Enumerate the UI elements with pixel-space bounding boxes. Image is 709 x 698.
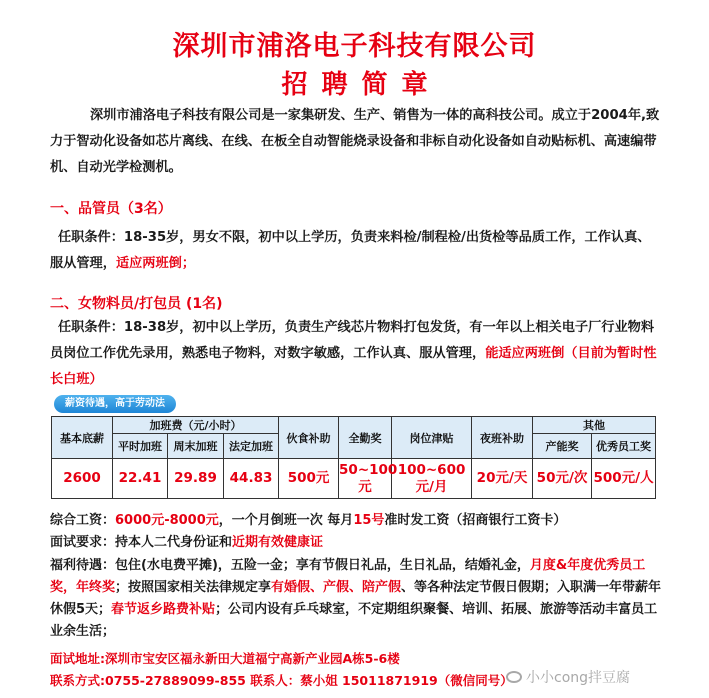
salary-text-a: ，一个月倒班一次 每月 [218,513,354,528]
welfare-highlight-3: 春节返乡路费补贴 [111,602,216,617]
header-ot-holiday: 法定加班 [224,434,279,459]
header-ot-weekday: 平时加班 [113,434,168,459]
value-output-bonus: 50元/次 [533,459,592,499]
interview-address: 面试地址:深圳市宝安区福永新田大道福宁高新产业园A栋5-6楼 [50,651,400,666]
welfare-text-2: ；按照国家相关法律规定享 [115,580,272,595]
header-other: 其他 [533,417,656,434]
welfare-text-4: ；公司内设有乒乓球室，不定期组织聚餐、培训、拓展、旅游等活动丰富员工业余生活； [50,602,658,639]
welfare-paragraph [50,555,662,643]
value-ot-weekend: 29.89 [168,459,224,499]
position-2-title: 二、女物料员/打包员 (1名) [50,296,223,312]
welfare-highlight-1: 月度&年度优秀员工奖，年终奖 [50,558,646,595]
value-ot-weekday: 22.41 [113,459,168,499]
interview-highlight: 近期有效健康证 [232,535,324,550]
header-output-bonus: 产能奖 [533,434,592,459]
header-night-allowance: 夜班补助 [472,417,533,459]
salary-line [50,510,662,532]
salary-label: 综合工资： [50,513,116,528]
header-excellent-staff: 优秀员工奖 [592,434,656,459]
company-intro: 深圳市浦洛电子科技有限公司是一家集研发、生产、销售为一体的高科技公司。成立于2004年,致力于智动化设备如芯片离线、在线、在板全自动智能烧录设备和非标自动化设备如自动贴标机、高速编带机、自动光学检测机。 [50,108,660,175]
position-1-req-highlight: 适应两班倒； [115,256,196,271]
header-post-allowance: 岗位津贴 [392,417,472,459]
position-1-requirements [50,225,662,277]
pay-tag-badge: 薪资待遇，高于劳动法 [54,395,176,413]
value-post-allowance: 100~600元/月 [392,459,472,499]
position-2-req-highlight: 能适应两班倒（目前为暂时性长白班） [50,346,657,387]
value-ot-holiday: 44.83 [224,459,279,499]
weibo-icon [506,671,522,683]
salary-range: 6000元-8000元 [115,513,219,528]
interview-label: 面试要求：持本人二代身份证和 [50,535,233,550]
position-2-requirements [50,315,662,393]
welfare-text-1: 福利待遇：包住(水电费平摊)，五险一金；享有节假日礼品，生日礼品，结婚礼金， [50,558,530,573]
header-meal-allowance: 伙食补助 [279,417,339,459]
header-base-salary: 基本底薪 [52,417,113,459]
salary-text-b: 准时发工资（招商银行工资卡） [384,513,567,528]
value-attendance-bonus: 50~100元 [339,459,392,499]
contact-info: 联系方式:0755-27889099-855 联系人：蔡小姐 15011871919（微信同号） [50,673,513,688]
position-2-req-text: 任职条件：18-38岁，初中以上学历，负责生产线芯片物料打包发货，有一年以上相关电子厂行业物料员岗位工作优先录用，熟悉电子物料，对数字敏感，工作认真、服从管理， [50,320,655,361]
position-1-req-text: 任职条件：18-35岁，男女不限，初中以上学历，负责来料检/制程检/出货检等品质工作，工作认真、服从管理， [50,230,651,271]
payday: 15号 [353,513,385,528]
watermark [506,667,630,687]
header-overtime: 加班费（元/小时） [113,417,279,434]
header-ot-weekend: 周末加班 [168,434,224,459]
value-base-salary: 2600 [52,459,113,499]
position-1-title: 一、品管员（3名） [50,201,172,217]
welfare-highlight-2: 有婚假、产假、陪产假 [271,580,402,595]
interview-line [50,532,662,554]
welfare-text-3: 、等各种法定节假日假期；入职满一年带薪年休假5天； [50,580,662,617]
value-night-allowance: 20元/天 [472,459,533,499]
company-title: 深圳市浦洛电子科技有限公司 [172,31,537,62]
header-attendance-bonus: 全勤奖 [339,417,392,459]
value-excellent-staff: 500元/人 [592,459,656,499]
document-title: 招聘简章 [281,70,442,100]
watermark-text: 小小cong拌豆腐 [526,670,631,686]
value-meal-allowance: 500元 [279,459,339,499]
pay-table [51,416,656,499]
